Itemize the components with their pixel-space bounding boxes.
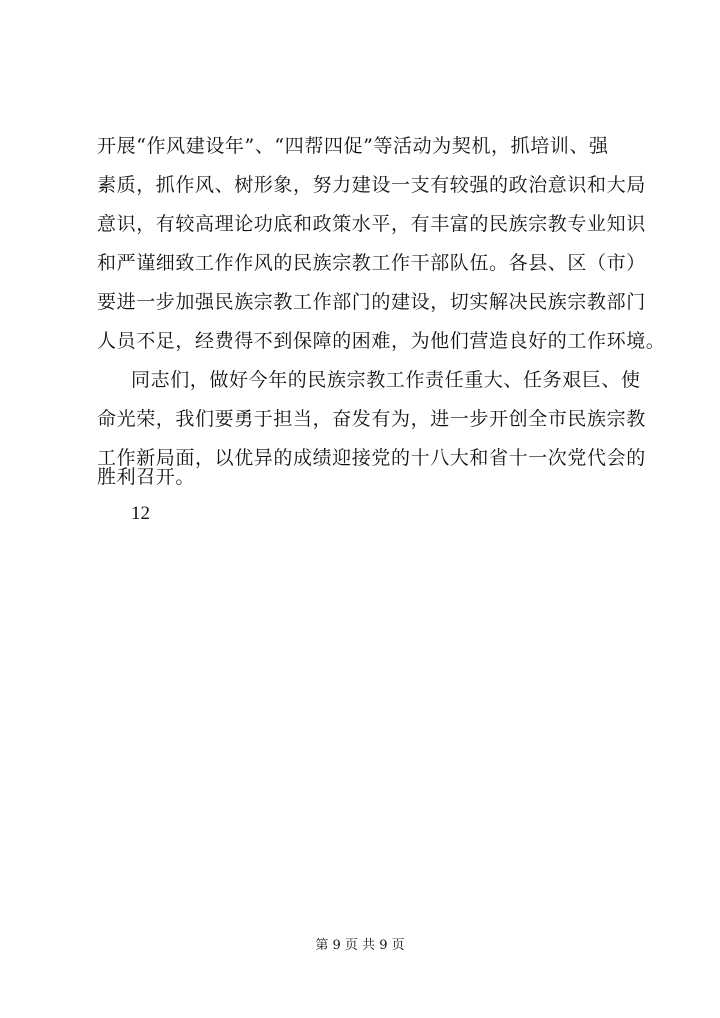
inline-page-number: 12: [131, 503, 150, 524]
body-line-10: 胜利召开。: [97, 466, 196, 488]
page-footer: 第 9 页 共 9 页: [315, 938, 405, 953]
body-line-1: 开展“作风建设年”、“四帮四促”等活动为契机，抓培训、强: [97, 135, 609, 157]
body-line-8: 命光荣，我们要勇于担当，奋发有为，进一步开创全市民族宗教: [97, 408, 646, 430]
body-line-2: 素质，抓作风、树形象，努力建设一支有较强的政治意识和大局: [97, 174, 646, 196]
body-line-5: 要进一步加强民族宗教工作部门的建设，切实解决民族宗教部门: [97, 291, 646, 313]
body-line-9: 工作新局面，以优异的成绩迎接党的十八大和省十一次党代会的: [97, 447, 646, 469]
body-line-4: 和严谨细致工作作风的民族宗教工作干部队伍。各县、区（市）: [97, 252, 646, 274]
body-line-3: 意识，有较高理论功底和政策水平，有丰富的民族宗教专业知识: [97, 213, 646, 235]
body-line-7: 同志们，做好今年的民族宗教工作责任重大、任务艰巨、使: [131, 369, 641, 391]
body-line-6: 人员不足，经费得不到保障的困难，为他们营造良好的工作环境。: [97, 330, 666, 352]
